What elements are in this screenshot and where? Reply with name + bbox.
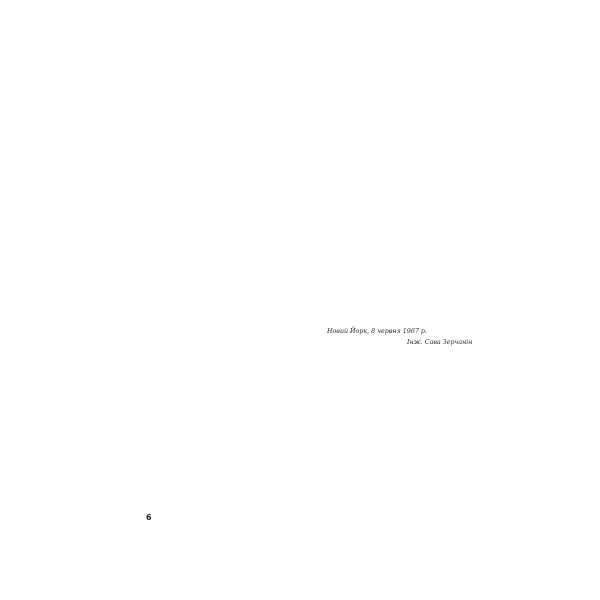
text-line	[305, 169, 455, 178]
text-line	[146, 188, 296, 197]
text-line	[146, 198, 296, 207]
text-line	[305, 348, 455, 357]
text-line	[305, 262, 455, 271]
text-line	[305, 386, 455, 395]
text-line	[146, 255, 296, 264]
text-line	[146, 246, 296, 255]
text-line	[146, 150, 296, 159]
text-line	[146, 341, 296, 350]
text-line	[305, 112, 455, 121]
text-line	[305, 159, 455, 168]
text-line	[146, 226, 296, 235]
text-line	[146, 350, 296, 359]
text-line	[305, 178, 455, 187]
date-line: Новий Йорк, 8 червня 1967 р.	[327, 328, 427, 335]
text-line	[146, 178, 296, 187]
paragraph	[146, 246, 296, 331]
text-line	[146, 359, 296, 368]
paragraph	[305, 84, 455, 338]
text-line	[146, 207, 296, 216]
text-line	[146, 235, 296, 244]
text-line	[305, 253, 455, 262]
right-text-column	[305, 84, 455, 404]
text-line	[305, 103, 455, 112]
text-line	[305, 234, 455, 243]
text-line	[146, 122, 296, 131]
text-line	[305, 300, 455, 309]
text-line	[146, 274, 296, 283]
text-line	[146, 283, 296, 292]
text-line	[305, 215, 455, 224]
text-line	[146, 169, 296, 178]
text-line	[146, 331, 296, 340]
text-line	[305, 93, 455, 102]
text-line	[146, 131, 296, 140]
text-line	[305, 84, 455, 93]
text-line	[146, 140, 296, 149]
text-line	[305, 319, 455, 328]
text-line	[305, 122, 455, 131]
left-text-column	[146, 84, 296, 378]
text-line	[305, 367, 455, 376]
text-line	[146, 321, 296, 330]
paragraph	[146, 188, 296, 244]
text-line	[146, 84, 296, 93]
text-line	[146, 302, 296, 311]
text-line	[305, 244, 455, 253]
text-line	[146, 311, 296, 320]
text-line	[146, 293, 296, 302]
text-line	[305, 140, 455, 149]
paragraph	[146, 84, 296, 187]
text-line	[146, 264, 296, 273]
text-line	[305, 357, 455, 366]
page-number: 6	[146, 513, 152, 522]
text-line	[305, 131, 455, 140]
text-line	[305, 309, 455, 318]
text-line	[305, 272, 455, 281]
text-line	[146, 216, 296, 225]
text-line	[305, 395, 455, 404]
text-line	[305, 197, 455, 206]
paragraph	[305, 339, 455, 405]
text-line	[146, 159, 296, 168]
text-line	[305, 225, 455, 234]
text-line	[146, 112, 296, 121]
text-line	[305, 206, 455, 215]
paragraph	[146, 331, 296, 378]
author-signature: Інж. Сава Зерчанін	[407, 339, 473, 346]
text-line	[305, 187, 455, 196]
text-line	[305, 376, 455, 385]
text-line	[305, 291, 455, 300]
text-line	[305, 150, 455, 159]
text-line	[146, 369, 296, 378]
text-line	[146, 103, 296, 112]
text-line	[146, 93, 296, 102]
text-line	[305, 281, 455, 290]
